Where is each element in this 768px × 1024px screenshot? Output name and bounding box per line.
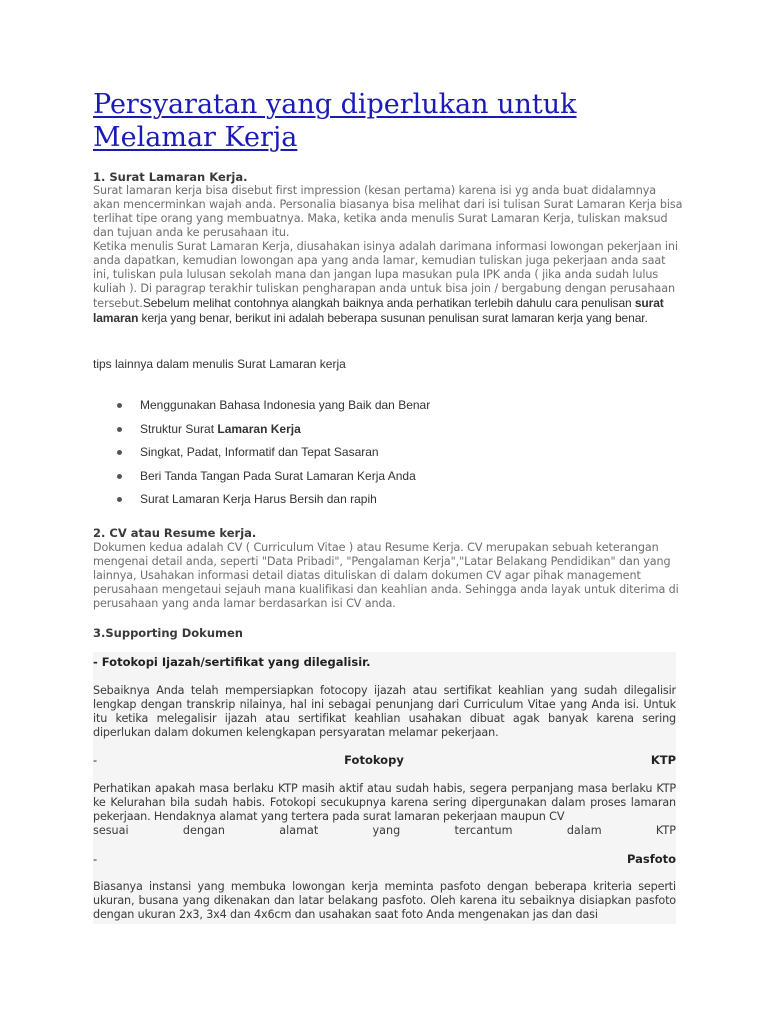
bullet-icon <box>117 497 122 502</box>
bullet-icon <box>117 403 122 408</box>
word: dengan <box>182 824 225 837</box>
ktp-heading <box>93 753 676 768</box>
ijazah-heading: - Fotokopi Ijazah/sertifikat yang dilegalisir. <box>93 655 371 669</box>
page-title[interactable]: Persyaratan yang diperlukan untuk Melamar Kerja <box>93 89 577 153</box>
pasfoto-heading-word: Pasfoto <box>626 852 676 866</box>
pasfoto-paragraph: Biasanya instansi yang membuka lowongan kerja meminta pasfoto dengan beberapa kriteria seperti ukuran, busana yang dikenakan dan latar belakang pasfoto. Oleh karena itu sebaiknya disiapkan pasfoto dengan ukuran 2x3, 3x4 dan 4x6cm dan usahakan saat foto Anda mengenakan jas dan dasi <box>93 880 676 921</box>
list-item-text: Struktur Surat <box>140 421 218 436</box>
word: dalam <box>566 824 602 837</box>
section2-heading: 2. CV atau Resume kerja. <box>93 526 257 540</box>
section1-heading: 1. Surat Lamaran Kerja. <box>93 170 248 184</box>
list-item-bold: Lamaran Kerja <box>217 421 301 436</box>
list-item <box>93 490 676 514</box>
bullet-icon <box>117 427 122 432</box>
ktp-heading-word-1: Fotokopy <box>344 753 404 767</box>
ktp-paragraph: Perhatikan apakah masa berlaku KTP masih aktif atau sudah habis, segera perpanjang masa berlaku KTP ke Kelurahan bila sudah habis. Fotokopi secukupnya karena sering dipergunakan dalam proses lamaran pekerjaan. Hendaknya alamat yang tertera pada surat lamaran pekerjaan maupun CV <box>93 782 676 823</box>
section1-paragraph-2-gray: Ketika menulis Surat Lamaran Kerja, diusahakan isinya adalah darimana informasi lowongan pekerjaan ini anda dapatkan, kemudian lowongan apa yang anda lamar, kemudian tuliskan juga pekerjaan anda saat ini, tuliskan pula lulusan sekolah mana dan jangan lupa masukan pula IPK anda ( jika anda sudah lulus kuliah ). Di paragrap terakhir tuliskan pengharapan anda untuk bisa join / bergabung dengan perusahaan tersebut. <box>93 240 678 311</box>
list-item-text: Beri Tanda Tangan Pada Surat Lamaran Kerja Anda <box>140 468 416 483</box>
bullet-icon <box>117 450 122 455</box>
bullet-icon <box>117 474 122 479</box>
list-item-text: Menggunakan Bahasa Indonesia yang Baik dan Benar <box>140 398 431 412</box>
ijazah-paragraph: Sebaiknya Anda telah mempersiapkan fotocopy ijazah atau sertifikat keahlian yang sudah dilegalisir lengkap dengan transkrip nilainya, hal ini sebagai penunjang dari Curriculum Vitae yang Anda isi. Untuk itu ketika melegalisir ijazah atau sertifikat keahlian usahakan dibuat agak banyak karena sering diperlukan dalam dokumen kelengkapan persyaratan melamar pekerjaan. <box>93 684 676 739</box>
section1-paragraph-2 <box>93 240 683 327</box>
ktp-paragraph-last-line <box>93 824 676 838</box>
section1-paragraph-2-bold: surat lamaran <box>93 296 664 326</box>
word: alamat <box>279 824 319 837</box>
word: KTP <box>655 824 676 837</box>
list-item <box>93 396 676 420</box>
tips-label: tips lainnya dalam menulis Surat Lamaran kerja <box>93 357 346 371</box>
section3-heading: 3.Supporting Dokumen <box>93 626 243 640</box>
ktp-heading-word-2: KTP <box>650 753 676 767</box>
section2-paragraph: Dokumen kedua adalah CV ( Curriculum Vitae ) atau Resume Kerja. CV merupakan sebuah keterangan mengenai detail anda, seperti "Data Pribadi", "Pengalaman Kerja","Latar Belakang Pendidikan" dan yang lainnya, Usahakan informasi detail diatas dituliskan di dalam dokumen CV agar pihak management perusahaan mengetaui sejauh mana kualifikasi dan keahlian anda. Sehingga anda layak untuk diterima di perusahaan yang anda lamar berdasarkan isi CV anda. <box>93 541 679 611</box>
pasfoto-heading <box>93 852 676 867</box>
list-item <box>93 467 676 491</box>
section1-paragraph-2-dark-end: kerja yang benar, berikut ini adalah beberapa susunan penulisan surat lamaran kerja yang benar. <box>138 311 648 326</box>
list-item <box>93 420 676 444</box>
ktp-heading-dash: - <box>93 753 98 767</box>
list-item <box>93 443 676 467</box>
word: yang <box>372 824 401 837</box>
tips-list <box>93 396 676 514</box>
word: tercantum <box>454 824 513 837</box>
list-item-text: Surat Lamaran Kerja Harus Bersih dan rapih <box>140 492 377 506</box>
section1-paragraph-2-dark: Sebelum melihat contohnya alangkah baiknya anda perhatikan terlebih dahulu cara penulisan <box>142 296 635 311</box>
pasfoto-heading-dash: - <box>93 852 98 866</box>
list-item-text: Singkat, Padat, Informatif dan Tepat Sasaran <box>140 445 379 459</box>
word: sesuai <box>93 824 129 837</box>
section1-paragraph: Surat lamaran kerja bisa disebut first impression (kesan pertama) karena isi yg anda buat didalamnya akan mencerminkan wajah anda. Personalia biasanya bisa melihat dari isi tulisan Surat Lamaran Kerja bisa terlihat tipe orang yang membuatnya. Maka, ketika anda menulis Surat Lamaran Kerja, tuliskan maksud dan tujuan anda ke perusahaan itu. <box>93 184 683 240</box>
